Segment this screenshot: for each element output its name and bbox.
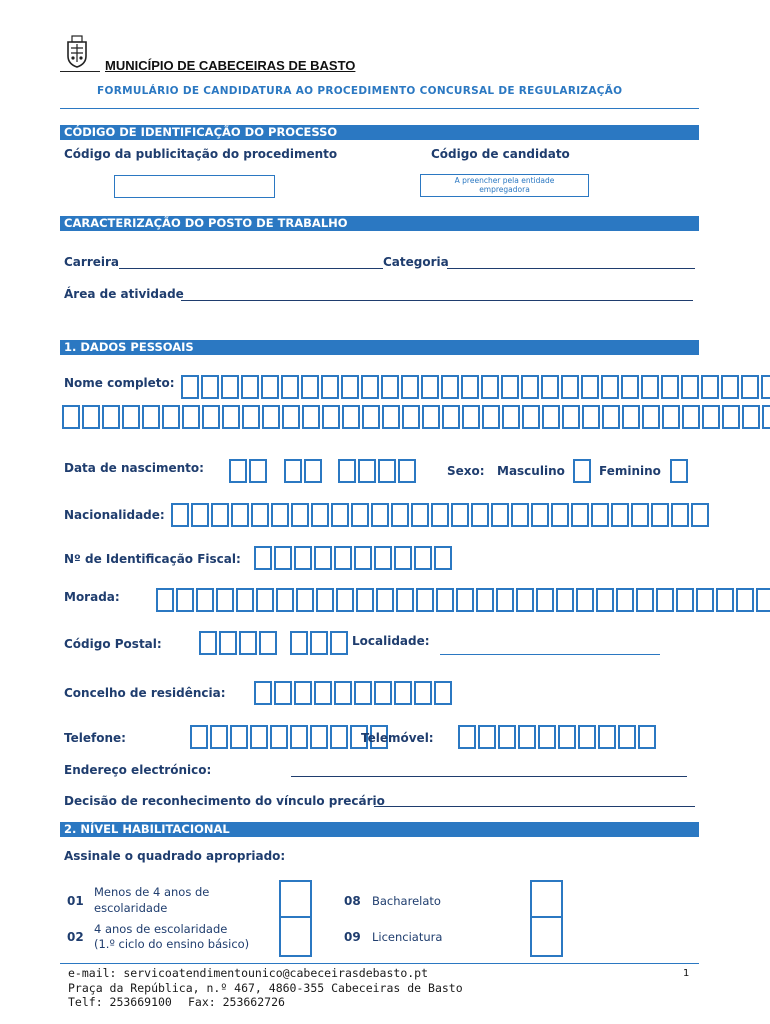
- postal-code-label: Código Postal:: [64, 637, 162, 651]
- edu-checkbox-02[interactable]: [279, 916, 312, 957]
- education-instruction: Assinale o quadrado apropriado:: [64, 849, 286, 863]
- birth-date-label: Data de nascimento:: [64, 461, 204, 475]
- full-name-boxes-row2[interactable]: [62, 405, 770, 429]
- section-process-bar: CÓDIGO DE IDENTIFICAÇÃO DO PROCESSO: [60, 125, 699, 140]
- coat-of-arms-icon: [62, 34, 92, 68]
- edu-text-08: Bacharelato: [372, 894, 441, 908]
- footer-email: e-mail: servicoatendimentounico@cabeceirasdebasto.pt: [68, 966, 429, 980]
- publication-code-field[interactable]: [114, 175, 275, 198]
- locality-field[interactable]: [440, 654, 660, 655]
- candidate-code-field: [420, 174, 589, 197]
- phone-boxes[interactable]: [190, 725, 390, 749]
- birth-day-boxes[interactable]: [229, 459, 269, 483]
- email-label: Endereço electrónico:: [64, 763, 212, 777]
- female-checkbox[interactable]: [670, 459, 690, 483]
- edu-code-09: 09: [344, 930, 361, 944]
- email-field[interactable]: [291, 776, 687, 777]
- sex-label: Sexo:: [447, 464, 485, 478]
- footer-fax: Fax: 253662726: [188, 995, 285, 1009]
- footer-phone: Telf: 253669100: [68, 995, 172, 1009]
- mobile-label: Telemóvel:: [361, 731, 434, 745]
- phone-label: Telefone:: [64, 731, 126, 745]
- edu-text-01a: Menos de 4 anos de: [94, 885, 210, 899]
- area-field[interactable]: [181, 300, 693, 301]
- male-label: Masculino: [497, 464, 565, 478]
- edu-code-08: 08: [344, 894, 361, 908]
- career-field[interactable]: [119, 268, 383, 269]
- category-field[interactable]: [447, 268, 695, 269]
- municipality-name: MUNICÍPIO DE CABECEIRAS DE BASTO: [105, 58, 356, 73]
- career-label: Carreira: [64, 255, 120, 269]
- section-education-bar: 2. NÍVEL HABILITACIONAL: [60, 822, 699, 837]
- birth-year-boxes[interactable]: [338, 459, 418, 483]
- nif-label: Nº de Identificação Fiscal:: [64, 552, 241, 566]
- address-boxes[interactable]: [156, 588, 770, 612]
- county-boxes[interactable]: [254, 681, 454, 705]
- edu-text-02b: (1.º ciclo do ensino básico): [94, 937, 250, 951]
- edu-checkbox-01[interactable]: [279, 880, 312, 919]
- nif-boxes[interactable]: [254, 546, 454, 570]
- female-label: Feminino: [599, 464, 661, 478]
- edu-code-02: 02: [67, 930, 84, 944]
- form-title: FORMULÁRIO DE CANDIDATURA AO PROCEDIMENTO CONCURSAL DE REGULARIZAÇÃO: [97, 85, 623, 97]
- decision-label: Decisão de reconhecimento do vínculo precário: [64, 794, 385, 808]
- category-label: Categoria: [383, 255, 449, 269]
- footer-rule: [60, 963, 699, 964]
- male-checkbox[interactable]: [573, 459, 593, 483]
- edu-text-01b: escolaridade: [94, 901, 168, 915]
- edu-text-09: Licenciatura: [372, 930, 443, 944]
- footer-address: Praça da República, n.º 467, 4860-355 Cabeceiras de Basto: [68, 981, 463, 995]
- full-name-label: Nome completo:: [64, 376, 175, 390]
- postal-code-boxes-suffix[interactable]: [290, 631, 350, 655]
- section-job-bar: CARACTERIZAÇÃO DO POSTO DE TRABALHO: [60, 216, 699, 231]
- section-personal-bar: 1. DADOS PESSOAIS: [60, 340, 699, 355]
- edu-checkbox-08[interactable]: [530, 880, 563, 919]
- birth-month-boxes[interactable]: [284, 459, 324, 483]
- address-label: Morada:: [64, 590, 120, 604]
- nationality-boxes[interactable]: [171, 503, 711, 527]
- locality-label: Localidade:: [352, 634, 430, 648]
- publication-code-label: Código da publicitação do procedimento: [64, 147, 338, 161]
- candidate-code-note: A preencher pela entidade empregadora: [454, 176, 555, 194]
- area-label: Área de atividade: [64, 287, 184, 301]
- mobile-boxes[interactable]: [458, 725, 658, 749]
- nationality-label: Nacionalidade:: [64, 508, 165, 522]
- county-label: Concelho de residência:: [64, 686, 226, 700]
- decision-field[interactable]: [374, 806, 695, 807]
- edu-code-01: 01: [67, 894, 84, 908]
- page-number: 1: [683, 968, 690, 979]
- candidate-code-label: Código de candidato: [431, 147, 570, 161]
- title-rule: [60, 108, 699, 109]
- edu-text-02a: 4 anos de escolaridade: [94, 922, 228, 936]
- edu-checkbox-09[interactable]: [530, 916, 563, 957]
- postal-code-boxes-main[interactable]: [199, 631, 279, 655]
- header-rule: [60, 71, 100, 72]
- full-name-boxes-row1[interactable]: [181, 375, 770, 399]
